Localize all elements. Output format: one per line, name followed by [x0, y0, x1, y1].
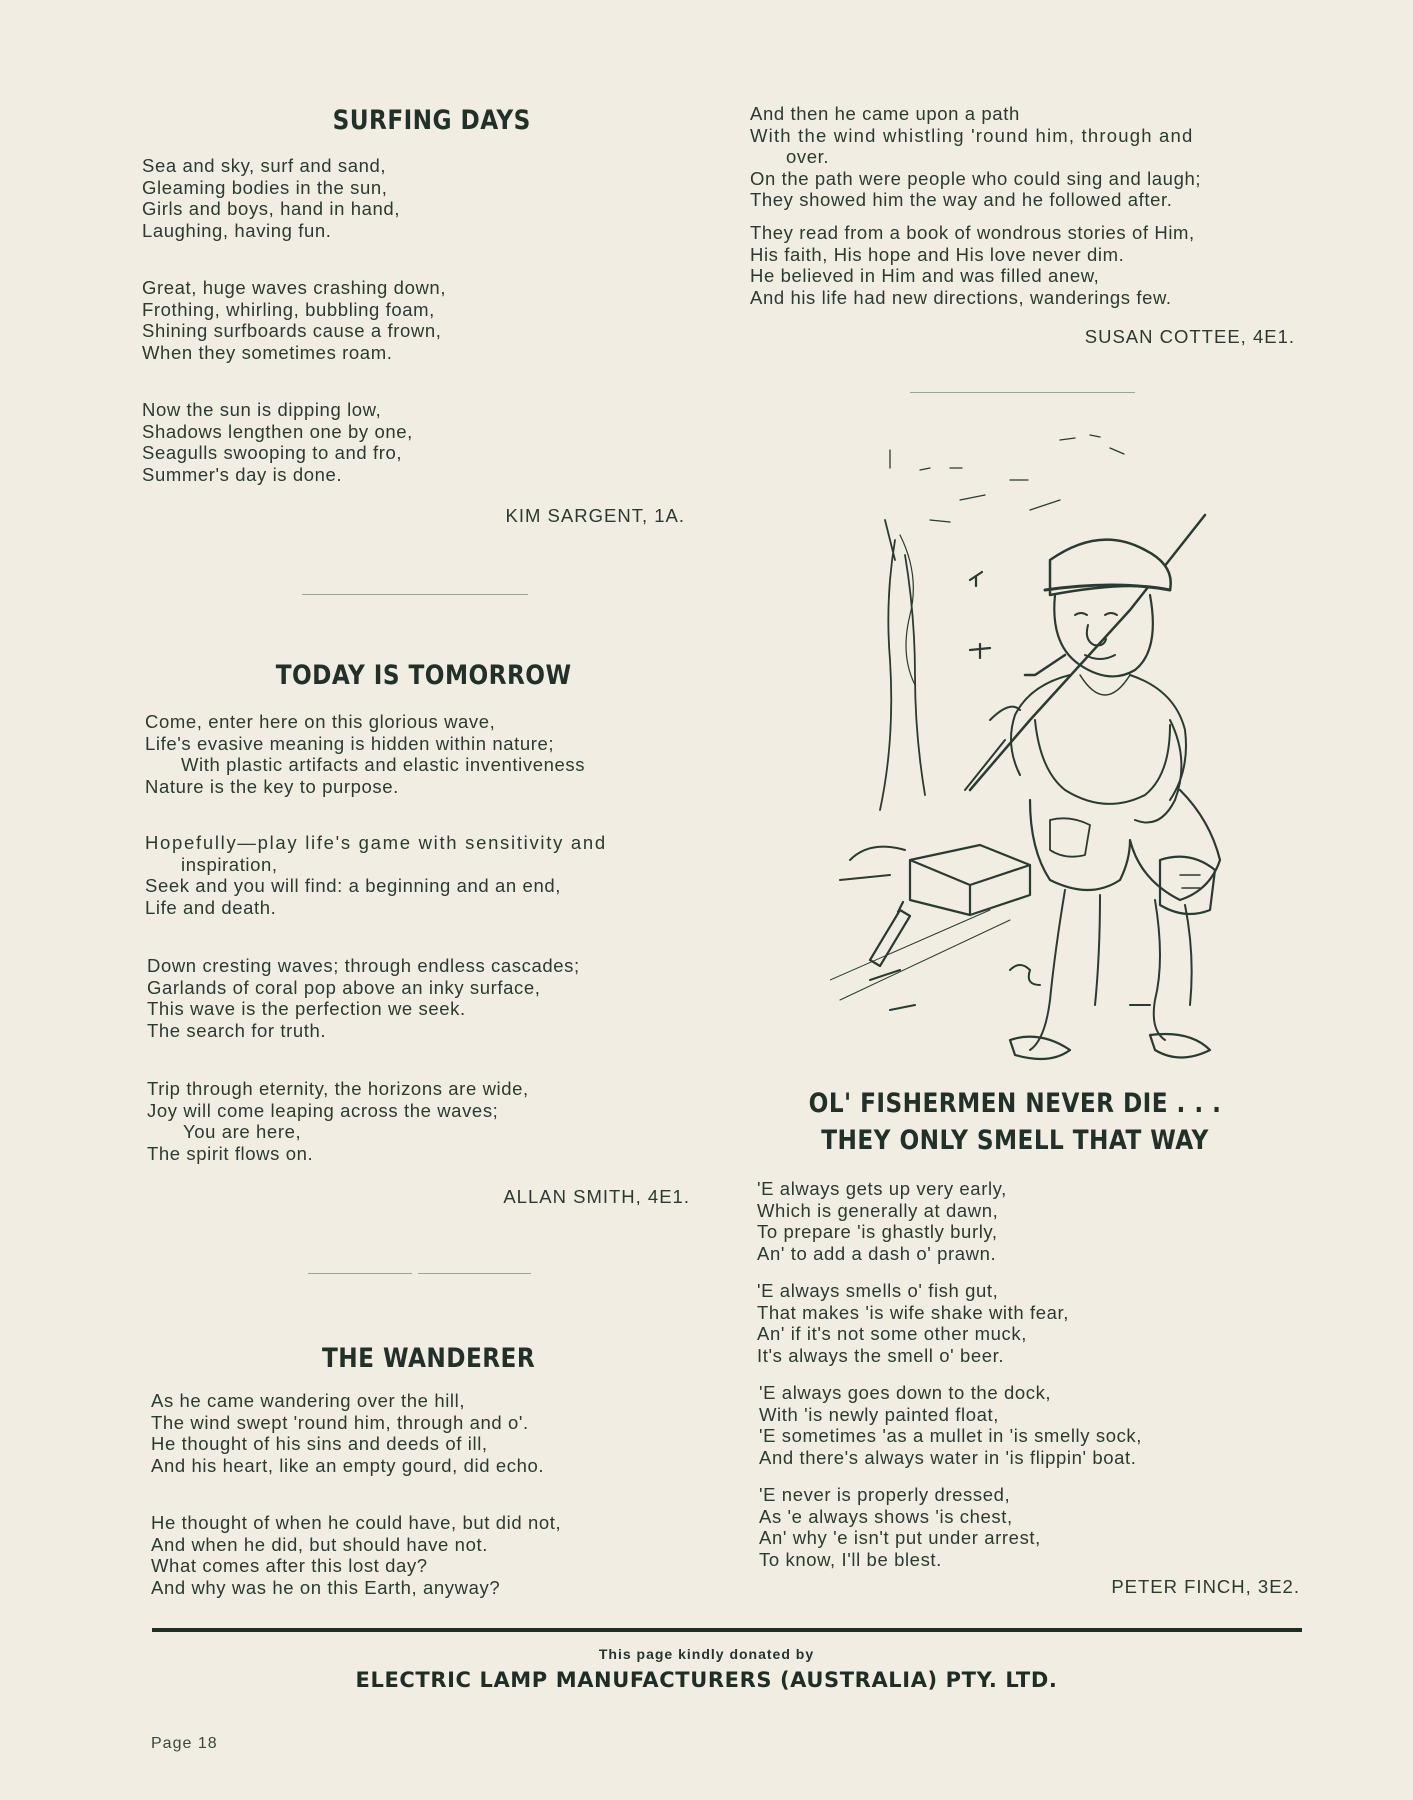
- tomorrow-stanza-3: [147, 955, 580, 1041]
- poem-title: OL' FISHERMEN NEVER DIE . . .: [808, 1088, 1222, 1119]
- poem-line: When they sometimes roam.: [142, 341, 393, 363]
- divider: [302, 594, 528, 595]
- wanderer-stanza-1: [151, 1390, 544, 1476]
- poem-line: And then he came upon a path: [750, 103, 1020, 124]
- fishermen-stanza-1: [757, 1178, 1007, 1264]
- page-number: Page 18: [151, 1735, 218, 1752]
- wanderer-stanza-2: [151, 1512, 561, 1598]
- poem-line: Life's evasive meaning is hidden within nature;: [145, 732, 555, 754]
- poem-line: That makes 'is wife shake with fear,: [757, 1301, 1069, 1323]
- poem-line: Shining surfboards cause a frown,: [142, 320, 442, 341]
- fishermen-stanza-3: [759, 1382, 1142, 1468]
- poem-line: He thought of when he could have, but did not,: [151, 1512, 562, 1533]
- poem-author: PETER FINCH, 3E2.: [1111, 1576, 1300, 1597]
- poem-line: With the wind whistling 'round him, through and: [750, 124, 1194, 146]
- poem-line: He thought of his sins and deeds of ill,: [151, 1433, 488, 1454]
- tomorrow-stanza-2: [145, 832, 689, 918]
- surfing-stanza-2: [142, 277, 446, 363]
- poem-line: Seek and you will find: a beginning and an end,: [145, 875, 561, 896]
- poem-surfing-days: [142, 105, 687, 136]
- poem-line: Down cresting waves; through endless cascades;: [147, 955, 580, 976]
- fishermen-stanza-4: [759, 1484, 1041, 1570]
- poem-line: Nature is the key to purpose.: [145, 775, 399, 797]
- poem-line: over.: [786, 146, 830, 167]
- poem-line: What comes after this lost day?: [151, 1555, 428, 1576]
- poem-line: He believed in Him and was filled anew,: [750, 265, 1100, 286]
- poem-line: And his heart, like an empty gourd, did echo.: [151, 1454, 545, 1476]
- poem-fishermen-header: [735, 1088, 1295, 1156]
- divider: [308, 1273, 412, 1274]
- poem-line: 'E sometimes 'as a mullet in 'is smelly sock,: [759, 1425, 1143, 1446]
- poem-line: With 'is newly painted float,: [759, 1403, 999, 1425]
- poem-line: They showed him the way and he followed after.: [750, 189, 1173, 210]
- divider: [910, 392, 1135, 393]
- poem-line: Garlands of coral pop above an inky surface,: [147, 976, 541, 998]
- poem-line: On the path were people who could sing and laugh;: [750, 167, 1202, 189]
- poem-author: KIM SARGENT, 1A.: [505, 505, 685, 526]
- poem-line: 'E never is properly dressed,: [759, 1484, 1011, 1505]
- poem-line: And there's always water in 'is flippin' boat.: [759, 1446, 1137, 1468]
- poem-line: An' to add a dash o' prawn.: [757, 1242, 997, 1264]
- poem-line: Trip through eternity, the horizons are wide,: [147, 1078, 529, 1099]
- poem-line: Girls and boys, hand in hand,: [142, 198, 401, 219]
- poem-line: As he came wandering over the hill,: [151, 1390, 466, 1411]
- poem-line: This wave is the perfection we seek.: [147, 998, 466, 1019]
- poem-line: Gleaming bodies in the sun,: [142, 176, 388, 198]
- poem-line: Joy will come leaping across the waves;: [147, 1099, 499, 1121]
- poem-line: With plastic artifacts and elastic inventiveness: [181, 754, 586, 775]
- poem-title: THE WANDERER: [322, 1343, 536, 1374]
- poem-line: Which is generally at dawn,: [757, 1199, 999, 1221]
- poem-line: To prepare 'is ghastly burly,: [757, 1221, 998, 1242]
- poem-line: Seagulls swooping to and fro,: [142, 442, 403, 463]
- poem-author: ALLAN SMITH, 4E1.: [503, 1186, 690, 1207]
- poem-line: They read from a book of wondrous stories of Him,: [750, 222, 1195, 243]
- sponsor-note: This page kindly donated by: [598, 1646, 815, 1662]
- poem-line: Summer's day is done.: [142, 463, 343, 485]
- poem-line: Frothing, whirling, bubbling foam,: [142, 298, 435, 320]
- poem-line: 'E always goes down to the dock,: [759, 1382, 1052, 1403]
- poem-line: An' why 'e isn't put under arrest,: [759, 1527, 1041, 1548]
- poem-author: SUSAN COTTEE, 4E1.: [1084, 326, 1295, 347]
- poem-line: Life and death.: [145, 896, 277, 918]
- poem-line: 'E always smells o' fish gut,: [757, 1280, 999, 1301]
- poem-line: Sea and sky, surf and sand,: [142, 155, 387, 176]
- tomorrow-stanza-4: [147, 1078, 529, 1164]
- wanderer-stanza-4: [750, 222, 1195, 308]
- sponsor-name: ELECTRIC LAMP MANUFACTURERS (AUSTRALIA) PTY. LTD.: [355, 1668, 1058, 1692]
- poem-line: And his life had new directions, wanderings few.: [750, 286, 1172, 308]
- poem-line: The search for truth.: [147, 1019, 327, 1041]
- poem-subtitle: THEY ONLY SMELL THAT WAY: [821, 1125, 1209, 1156]
- poem-line: The wind swept 'round him, through and o'.: [151, 1411, 529, 1433]
- poem-line: inspiration,: [181, 853, 278, 875]
- tomorrow-stanza-1: [145, 711, 585, 797]
- poem-line: And when he did, but should have not.: [151, 1533, 488, 1555]
- poem-line: Come, enter here on this glorious wave,: [145, 711, 496, 732]
- poem-line: His faith, His hope and His love never dim.: [750, 243, 1125, 265]
- surfing-stanza-1: [142, 155, 400, 241]
- poem-line: It's always the smell o' beer.: [757, 1344, 1005, 1366]
- poem-line: As 'e always shows 'is chest,: [759, 1505, 1013, 1527]
- poem-line: Shadows lengthen one by one,: [142, 420, 413, 442]
- poem-line: To know, I'll be blest.: [759, 1548, 942, 1570]
- poem-line: Now the sun is dipping low,: [142, 399, 382, 420]
- poem-the-wanderer: [150, 1343, 690, 1374]
- poem-today-is-tomorrow: [145, 660, 685, 691]
- poem-line: An' if it's not some other muck,: [757, 1323, 1027, 1344]
- poem-line: Laughing, having fun.: [142, 219, 332, 241]
- poem-line: The spirit flows on.: [147, 1142, 314, 1164]
- divider: [418, 1273, 531, 1274]
- fisherman-sketch-icon: [830, 420, 1230, 1070]
- wanderer-stanza-3: [750, 103, 1294, 211]
- poem-title: TODAY IS TOMORROW: [275, 660, 572, 691]
- footer-divider: [152, 1628, 1302, 1632]
- poem-line: Hopefully—play life's game with sensitivity and: [145, 832, 607, 853]
- poem-line: And why was he on this Earth, anyway?: [151, 1576, 501, 1598]
- poem-line: Great, huge waves crashing down,: [142, 277, 447, 298]
- poem-line: 'E always gets up very early,: [757, 1178, 1007, 1199]
- poem-title: SURFING DAYS: [332, 105, 531, 136]
- surfing-stanza-3: [142, 399, 413, 485]
- fishermen-stanza-2: [757, 1280, 1069, 1366]
- poem-line: You are here,: [183, 1121, 302, 1142]
